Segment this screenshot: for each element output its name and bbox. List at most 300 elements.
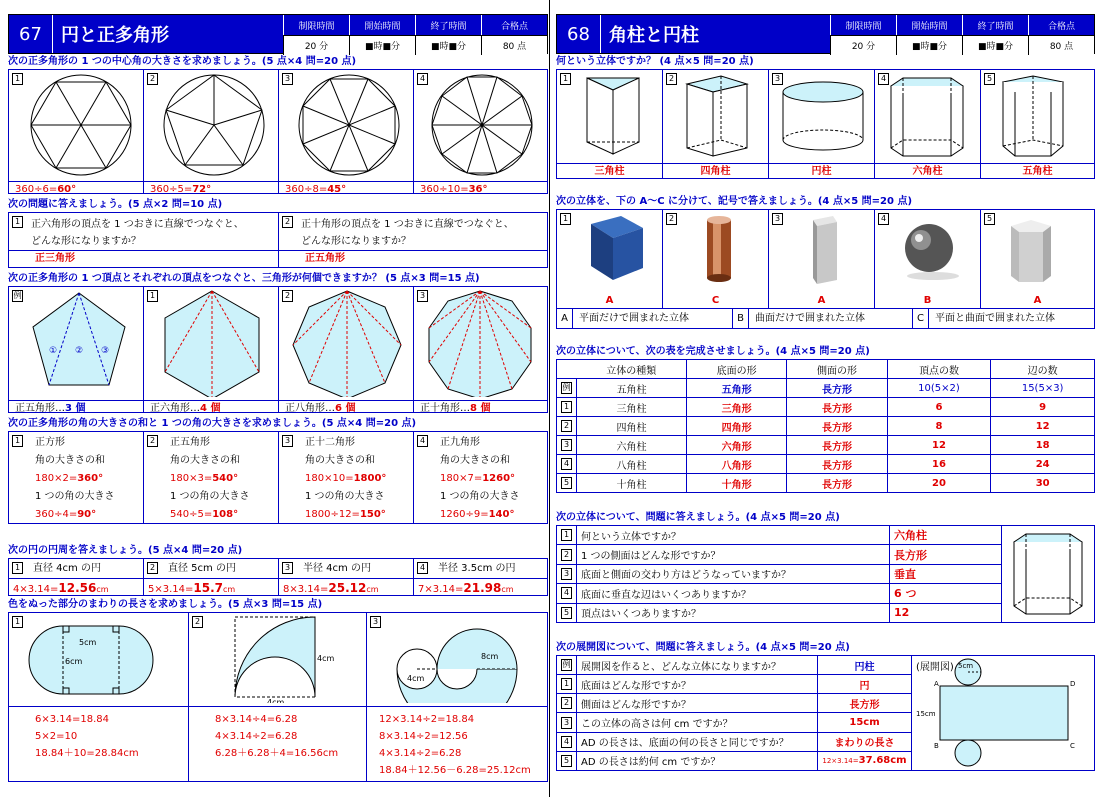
- polygon-name: 正九角形: [440, 437, 480, 448]
- table-row: [557, 675, 912, 694]
- answer-value: 正五角形: [279, 250, 547, 267]
- problem-number: 3: [772, 213, 783, 225]
- question-heading: 次の展開図について、問題に答えましょう。(4 点×5 問=20 点): [556, 642, 850, 653]
- cylinder-figure: [769, 70, 874, 160]
- answer-value: 6 個: [335, 403, 356, 414]
- problem-number: 3: [282, 562, 293, 574]
- problem-number: 1: [560, 213, 571, 225]
- hexagon-in-circle-figure: [9, 70, 143, 178]
- table-cell: 10(5×2): [887, 379, 991, 398]
- table-row: [557, 545, 1002, 564]
- question-text: 1 つの側面はどんな形ですか？: [577, 545, 890, 564]
- net-title: (展開図): [916, 662, 954, 673]
- work-line: 18.84＋12.56－6.28=25.12cm: [379, 765, 531, 776]
- angle-value: 90°: [77, 509, 97, 520]
- worksheet-header: [8, 14, 548, 54]
- answer-value: 72°: [192, 184, 212, 195]
- row-number: 4: [561, 736, 572, 748]
- answer-value: B: [923, 295, 932, 306]
- cylinder-net-questions: [556, 655, 1095, 771]
- prism-properties-table: [556, 359, 1095, 493]
- problem-number: 1: [560, 73, 571, 85]
- answer-formula: 360÷8=: [285, 184, 328, 195]
- legend-key: C: [913, 309, 929, 328]
- decagon-in-circle-figure: [414, 70, 546, 178]
- problem-number: 1: [12, 562, 23, 574]
- table-row: [557, 455, 1095, 474]
- problem-cell: [875, 210, 981, 308]
- answer-formula: 360÷10=: [420, 184, 469, 195]
- legend-key: A: [557, 309, 573, 328]
- problem-number: 1: [12, 435, 23, 447]
- worksheet-header: [556, 14, 1095, 54]
- table-cell: 長方形: [787, 455, 887, 474]
- problem-cell: [981, 210, 1094, 308]
- row-number: 1: [561, 529, 572, 541]
- hexagon-diagonals-figure: [144, 287, 278, 397]
- figure-label: 4cm: [407, 674, 425, 683]
- problem-cell: [144, 432, 279, 523]
- legend-text: 曲面だけで囲まれた立体: [749, 309, 913, 328]
- answer-value: 6 つ: [890, 584, 1002, 603]
- sum-value: 540°: [212, 473, 239, 484]
- net-label: B: [934, 742, 939, 750]
- table-header: 側面の形: [787, 360, 887, 379]
- polygon-name: 正方形: [35, 437, 65, 448]
- problem-cell: [9, 70, 144, 193]
- sum-formula: 180×3=: [170, 473, 213, 484]
- question-heading: 色をぬった部分のまわりの長さを求めましょう。(5 点×3 問=15 点): [8, 599, 323, 610]
- work-line: 8×3.14÷2=12.56: [379, 731, 468, 742]
- problem-cell: [279, 432, 414, 523]
- table-cell: 六角形: [687, 436, 787, 455]
- problem-number: 4: [878, 213, 889, 225]
- polygon-name: 正十二角形: [305, 437, 355, 448]
- table-row: [557, 379, 1095, 398]
- triangle-label: ③: [101, 346, 110, 356]
- answer-value: 36°: [468, 184, 488, 195]
- problem-cell: [367, 613, 547, 781]
- square-prism-solid-figure: [769, 210, 874, 290]
- question-text: 何という立体ですか？: [577, 526, 890, 545]
- work-line: 4×3.14÷2=6.28: [215, 731, 298, 742]
- row-number: 3: [561, 439, 572, 451]
- problem-text: どんな形になりますか？: [301, 236, 411, 247]
- sum-formula: 180×7=: [440, 473, 483, 484]
- answer-formula: 8×3.14=: [283, 584, 329, 595]
- cylinder-net-figure: [912, 656, 1092, 770]
- table-cell: 30: [991, 474, 1095, 493]
- problem-cell: [769, 70, 875, 178]
- work-line: 12×3.14÷2=18.84: [379, 714, 475, 725]
- answer-value: C: [711, 295, 720, 306]
- question-text: 底面に垂直な辺はいくつありますか？: [577, 584, 890, 603]
- answer-value: 45°: [327, 184, 347, 195]
- table-header-row: [557, 360, 1095, 379]
- one-angle-label: 1 つの角の大きさ: [305, 491, 385, 502]
- question-heading: 次の正多角形の 1 つの中心角の大きさを求めましょう。(5 点×4 問=20 点): [8, 56, 357, 67]
- problem-number: 4: [878, 73, 889, 85]
- answer-formula: 5×3.14=: [148, 584, 194, 595]
- answer-formula: 7×3.14=: [418, 584, 464, 595]
- answer-value: 円柱: [818, 656, 912, 675]
- problem-text: 正十角形の頂点を 1 つおきに直線でつなぐと、: [301, 219, 514, 230]
- row-number: 2: [561, 549, 572, 561]
- problem-cell: [414, 70, 547, 193]
- answer-value: 4 個: [200, 403, 221, 414]
- problem-number: 1: [12, 73, 23, 85]
- meta-value: 20 分: [830, 35, 896, 55]
- meta-label: 制限時間: [830, 15, 896, 35]
- row-number: 2: [561, 697, 572, 709]
- table-cell: 長方形: [787, 417, 887, 436]
- meta-label: 制限時間: [283, 15, 349, 35]
- triangular-prism-figure: [557, 70, 662, 160]
- figure-label: 8cm: [481, 652, 499, 661]
- answer-value: 垂直: [890, 564, 1002, 583]
- table-row: [557, 732, 912, 751]
- figure-label: 4cm: [267, 698, 285, 703]
- row-number: 3: [561, 717, 572, 729]
- question-text: 展開図を作ると、どんな立体になりますか？: [577, 656, 818, 675]
- page-divider: [549, 0, 550, 797]
- classify-solids-problems: [556, 209, 1095, 329]
- problem-cell: [9, 559, 144, 595]
- answer-value: 長方形: [890, 545, 1002, 564]
- answer-value: 3 個: [65, 403, 86, 414]
- question-heading: 次の立体を、下の A～C に分けて、記号で答えましょう。(4 点×5 問=20 点): [556, 196, 913, 207]
- solid-name-problems: [556, 69, 1095, 179]
- problem-number: 3: [282, 435, 293, 447]
- meta-label: 合格点: [1028, 15, 1094, 35]
- problem-number: 3: [772, 73, 783, 85]
- problem-number: 2: [192, 616, 203, 628]
- problem-cell: [557, 210, 663, 308]
- left-worksheet: [8, 14, 548, 797]
- table-header: 立体の種類: [577, 360, 687, 379]
- legend-key: B: [733, 309, 749, 328]
- problem-cell: [981, 70, 1094, 178]
- question-heading: 何という立体ですか？ (4 点×5 問=20 点): [556, 56, 754, 67]
- problem-cell: [279, 213, 547, 267]
- question-heading: 次の問題に答えましょう。(5 点×2 問=10 点): [8, 199, 223, 210]
- row-number: 5: [561, 607, 572, 619]
- pentagonal-prism-solid-figure: [981, 210, 1086, 290]
- table-row: [557, 417, 1095, 436]
- table-row: [557, 474, 1095, 493]
- answer-value: 六角柱: [875, 163, 980, 179]
- question-text: 底面はどんな形ですか？: [577, 675, 818, 694]
- triangle-label: ①: [49, 346, 58, 356]
- work-line: 8×3.14÷4=6.28: [215, 714, 298, 725]
- table-row: [557, 713, 912, 732]
- answer-value: まわりの長さ: [818, 732, 912, 751]
- problem-number: 4: [417, 73, 428, 85]
- figure-label: 5cm: [79, 638, 97, 647]
- answer-unit: cm: [366, 585, 379, 594]
- problem-number: 2: [666, 213, 677, 225]
- answer-formula: 12×3.14=: [822, 757, 859, 766]
- sum-value: 360°: [77, 473, 104, 484]
- worksheet-number: 68: [557, 15, 601, 53]
- octagon-diagonals-figure: [279, 287, 413, 397]
- problem-number: 5: [984, 73, 995, 85]
- table-cell: 十角形: [687, 474, 787, 493]
- table-cell: 三角柱: [577, 398, 687, 417]
- meta-value: ■時■分: [349, 35, 415, 55]
- sum-label: 角の大きさの和: [305, 455, 375, 466]
- triangle-count-problems: [8, 286, 548, 413]
- triangle-label: ②: [75, 346, 84, 356]
- row-number: 例: [562, 660, 571, 670]
- answer-value: 37.68cm: [858, 755, 907, 767]
- row-number: 4: [561, 458, 572, 470]
- time-score-table: [830, 15, 1094, 53]
- meta-value: ■時■分: [896, 35, 962, 55]
- table-header: 頂点の数: [887, 360, 991, 379]
- problem-cell: [414, 559, 547, 595]
- table-row: [557, 564, 1002, 583]
- row-number: 例: [562, 383, 571, 392]
- question-heading: 次の正多角形の角の大きさの和と 1 つの角の大きさを求めましょう。(5 点×4 問=20 点): [8, 418, 417, 429]
- problem-number: 5: [984, 213, 995, 225]
- problem-text: 半径 3.5cm の円: [438, 563, 516, 574]
- problem-cell: [414, 432, 547, 523]
- problem-number: 4: [417, 562, 428, 574]
- row-number: 2: [561, 420, 572, 432]
- question-text: 頂点はいくつありますか？: [577, 603, 890, 622]
- problem-text: 正六角形の頂点を 1 つおきに直線でつなぐと、: [31, 219, 244, 230]
- angle-value: 108°: [212, 509, 239, 520]
- table-cell: 三角形: [687, 398, 787, 417]
- meta-label: 開始時間: [349, 15, 415, 35]
- table-cell: 八角形: [687, 455, 787, 474]
- answer-value: 四角柱: [663, 163, 768, 179]
- answer-value: 12.56: [58, 581, 97, 595]
- work-line: 6.28＋6.28＋4=16.56cm: [215, 748, 339, 759]
- meta-value: 20 分: [283, 35, 349, 55]
- angle-value: 150°: [359, 509, 386, 520]
- answer-value: 五角柱: [981, 163, 1094, 179]
- meta-value: ■時■分: [415, 35, 481, 55]
- right-worksheet: [556, 14, 1095, 797]
- table-cell: 8: [887, 417, 991, 436]
- problem-number: 1: [147, 290, 158, 302]
- answer-value: A: [1033, 295, 1042, 306]
- question-text: AD の長さは、底面の何の長さと同じですか？: [577, 732, 818, 751]
- table-cell: 四角柱: [577, 417, 687, 436]
- table-header: 底面の形: [687, 360, 787, 379]
- net-figure-cell: [912, 655, 1095, 771]
- row-number: 4: [561, 587, 572, 599]
- pentagon-diagonals-figure: [9, 287, 143, 397]
- table-cell: 六角柱: [577, 436, 687, 455]
- worksheet-title: 円と正多角形: [61, 25, 169, 46]
- problem-number: 2: [666, 73, 677, 85]
- answer-value: 21.98: [463, 581, 502, 595]
- answer-value: 六角柱: [890, 526, 1002, 545]
- quarter-arc-shape-figure: [189, 613, 365, 703]
- table-row: [557, 584, 1002, 603]
- problem-cell: [9, 213, 279, 267]
- meta-label: 終了時間: [415, 15, 481, 35]
- hexagonal-prism-figure: [1002, 526, 1094, 622]
- question-heading: 次の円の円周を答えましょう。(5 点×4 問=20 点): [8, 545, 243, 556]
- pentagon-in-circle-figure: [144, 70, 278, 178]
- table-cell: 五角柱: [577, 379, 687, 398]
- table-row: [557, 526, 1002, 545]
- problem-cell: [769, 210, 875, 308]
- answer-unit: cm: [223, 585, 236, 594]
- problem-number: 2: [147, 73, 158, 85]
- meta-value: 80 点: [1028, 35, 1094, 55]
- answer-value: 8 個: [470, 403, 491, 414]
- problem-number: 3: [417, 290, 428, 302]
- problem-cell: [9, 287, 144, 412]
- table-cell: 長方形: [787, 379, 887, 398]
- hexagonal-prism-figure: [875, 70, 980, 160]
- question-heading: 次の立体について、次の表を完成させましょう。(4 点×5 問=20 点): [556, 346, 870, 357]
- answer-value: 15cm: [818, 713, 912, 732]
- problem-cell: [279, 287, 414, 412]
- central-angle-problems: [8, 69, 548, 194]
- work-line: 5×2=10: [35, 731, 78, 742]
- row-number: 5: [561, 477, 572, 489]
- work-line: 18.84＋10=28.84cm: [35, 748, 139, 759]
- angle-sum-problems: [8, 431, 548, 524]
- problem-number: 例: [13, 291, 22, 300]
- table-row: [557, 603, 1002, 622]
- table-cell: 9: [991, 398, 1095, 417]
- answer-value: A: [817, 295, 826, 306]
- problem-cell: [875, 70, 981, 178]
- table-header: 辺の数: [991, 360, 1095, 379]
- answer-text: 正六角形…: [150, 403, 200, 414]
- problem-text: 直径 5cm の円: [168, 563, 236, 574]
- answer-formula: 360÷6=: [15, 184, 58, 195]
- net-label: 5cm: [958, 662, 974, 670]
- problem-number: 1: [12, 216, 23, 228]
- problem-cell: [414, 287, 547, 412]
- net-label: C: [1070, 742, 1075, 750]
- table-cell: 長方形: [787, 474, 887, 493]
- question-text: この立体の高さは何 cm ですか？: [577, 713, 818, 732]
- answer-formula: 360÷5=: [150, 184, 193, 195]
- problem-number: 2: [147, 435, 158, 447]
- answer-unit: cm: [501, 585, 514, 594]
- table-cell: 16: [887, 455, 991, 474]
- decagon-diagonals-figure: [414, 287, 546, 397]
- row-number: 3: [561, 568, 572, 580]
- sum-formula: 180×2=: [35, 473, 78, 484]
- table-cell: 12: [887, 436, 991, 455]
- table-row: [557, 436, 1095, 455]
- figure-label: 6cm: [65, 657, 83, 666]
- sum-label: 角の大きさの和: [440, 455, 510, 466]
- problem-text: どんな形になりますか？: [31, 236, 141, 247]
- problem-cell: [144, 287, 279, 412]
- answer-value: 15.7: [193, 581, 223, 595]
- work-line: 4×3.14÷2=6.28: [379, 748, 462, 759]
- legend-text: 平面だけで囲まれた立体: [573, 309, 733, 328]
- answer-value: 25.12: [328, 581, 367, 595]
- problem-cell: [663, 70, 769, 178]
- meta-value: 80 点: [481, 35, 547, 55]
- sphere-figure: [875, 210, 980, 290]
- worksheet-number: 67: [9, 15, 53, 53]
- table-row: [557, 656, 912, 675]
- square-prism-figure: [663, 70, 768, 160]
- sum-value: 1800°: [353, 473, 387, 484]
- cylinder-solid-figure: [663, 210, 768, 290]
- problem-cell: [279, 70, 414, 193]
- legend-text: 平面と曲面で囲まれた立体: [935, 313, 1055, 324]
- question-text: AD の長さは約何 cm ですか？: [577, 751, 818, 770]
- problem-cell: [663, 210, 769, 308]
- angle-formula: 360÷4=: [35, 509, 78, 520]
- polygon-name: 正五角形: [170, 437, 210, 448]
- answer-value: 60°: [57, 184, 77, 195]
- table-cell: 15(5×3): [991, 379, 1095, 398]
- meta-label: 合格点: [481, 15, 547, 35]
- problem-number: 4: [417, 435, 428, 447]
- net-label: A: [934, 680, 939, 688]
- net-label: 15cm: [916, 710, 936, 718]
- problem-number: 2: [282, 290, 293, 302]
- angle-formula: 1800÷12=: [305, 509, 360, 520]
- answer-value: A: [605, 295, 614, 306]
- meta-label: 終了時間: [962, 15, 1028, 35]
- figure-cell: [1002, 525, 1095, 623]
- question-text: 側面はどんな形ですか？: [577, 694, 818, 713]
- worksheet-title: 角柱と円柱: [609, 25, 699, 46]
- connect-vertices-problems: [8, 212, 548, 268]
- question-heading: 次の立体について、問題に答えましょう。(4 点×5 問=20 点): [556, 512, 840, 523]
- problem-cell: [189, 613, 367, 781]
- problem-cell: [144, 559, 279, 595]
- angle-formula: 1260÷9=: [440, 509, 489, 520]
- table-cell: 八角柱: [577, 455, 687, 474]
- problem-number: 3: [370, 616, 381, 628]
- answer-value: 12: [890, 603, 1002, 622]
- problem-number: 3: [282, 73, 293, 85]
- problem-cell: [557, 70, 663, 178]
- hexagonal-prism-questions: [556, 525, 1095, 623]
- sum-label: 角の大きさの和: [35, 455, 105, 466]
- row-number: 5: [561, 755, 572, 767]
- half-circle-composite-figure: [367, 613, 547, 703]
- figure-label: 4cm: [317, 654, 335, 663]
- answer-formula: 4×3.14=: [13, 584, 59, 595]
- answer-value: 正三角形: [9, 250, 278, 267]
- table-row: [557, 398, 1095, 417]
- answer-value: 円: [818, 675, 912, 694]
- angle-value: 140°: [488, 509, 515, 520]
- row-number: 1: [561, 678, 572, 690]
- work-line: 6×3.14=18.84: [35, 714, 110, 725]
- circumference-problems: [8, 558, 548, 596]
- one-angle-label: 1 つの角の大きさ: [35, 491, 115, 502]
- sum-label: 角の大きさの和: [170, 455, 240, 466]
- angle-formula: 540÷5=: [170, 509, 213, 520]
- table-cell: 12: [991, 417, 1095, 436]
- problem-cell: [9, 613, 189, 781]
- perimeter-problems: [8, 612, 548, 782]
- sum-value: 1260°: [482, 473, 516, 484]
- problem-cell: [9, 432, 144, 523]
- pentagonal-prism-figure: [981, 70, 1086, 160]
- answer-value: 円柱: [769, 163, 874, 179]
